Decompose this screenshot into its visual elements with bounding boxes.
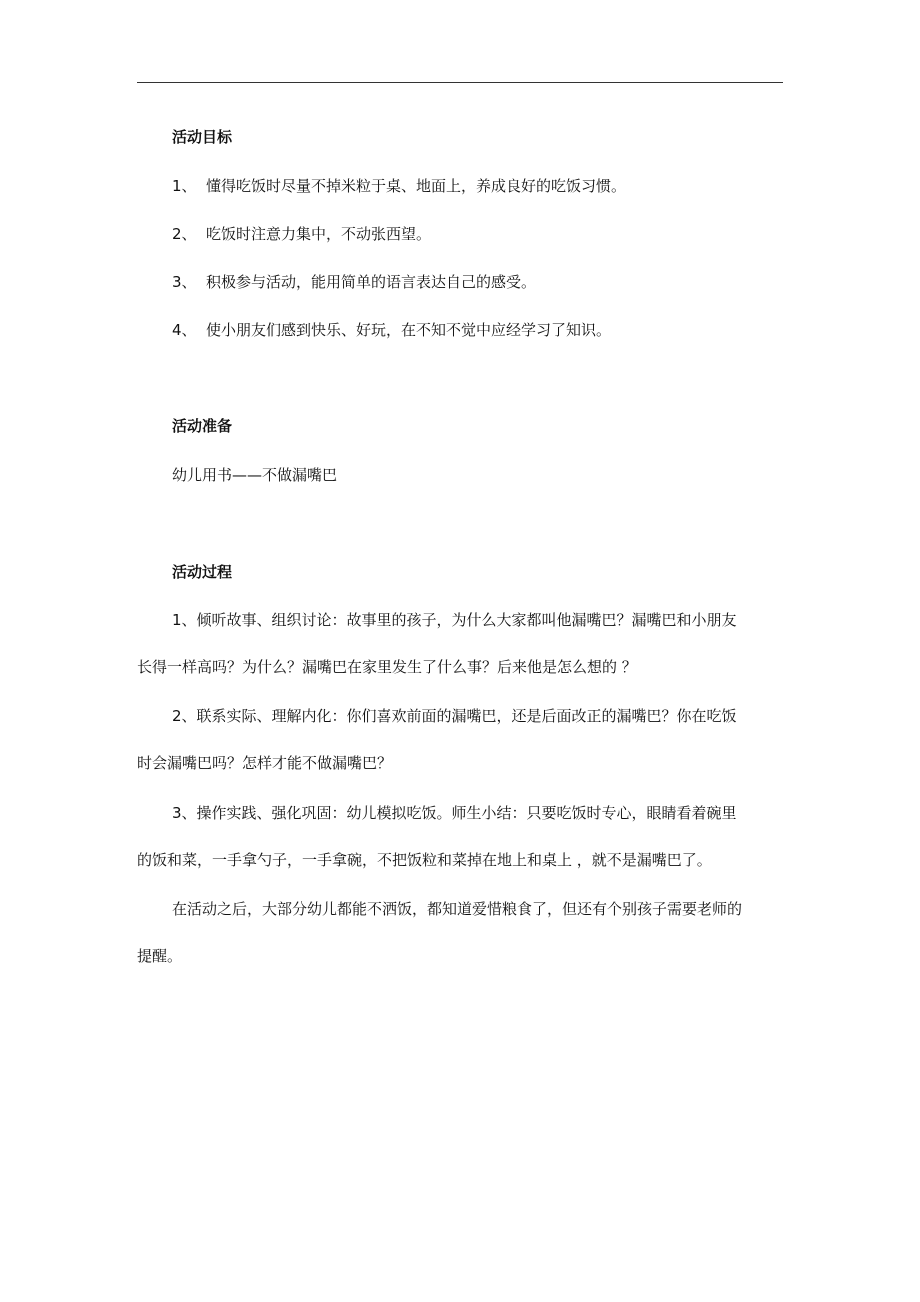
goal-item-4 — [172, 320, 611, 340]
section-heading-goals: 活动目标 — [172, 128, 233, 146]
header-rule — [137, 82, 783, 83]
section-heading-preparation: 活动准备 — [172, 417, 233, 435]
goal-item-2 — [172, 224, 431, 244]
process-paragraph-2-line-1: 2、联系实际、理解内化：你们喜欢前面的漏嘴巴，还是后面改正的漏嘴巴？你在吃饭 — [172, 707, 737, 725]
goal-item-text: 使小朋友们感到快乐、好玩，在不知不觉中应经学习了知识。 — [206, 321, 612, 339]
process-paragraph-4-line-1: 在活动之后，大部分幼儿都能不洒饭，都知道爱惜粮食了，但还有个别孩子需要老师的 — [172, 900, 743, 918]
process-paragraph-4-line-2: 提醒。 — [137, 947, 183, 965]
goal-item-text: 积极参与活动，能用简单的语言表达自己的感受。 — [206, 273, 537, 291]
section-heading-process: 活动过程 — [172, 563, 233, 581]
process-paragraph-3-line-2: 的饭和菜，一手拿勺子，一手拿碗，不把饭粒和菜掉在地上和桌上 ，就不是漏嘴巴了。 — [137, 851, 712, 869]
process-paragraph-2-line-2: 时会漏嘴巴吗？怎样才能不做漏嘴巴？ — [137, 754, 393, 772]
goal-item-3 — [172, 272, 536, 292]
goal-item-number: 1、 — [172, 177, 197, 195]
goal-item-text: 懂得吃饭时尽量不掉米粒于桌、地面上，养成良好的吃饭习惯。 — [206, 177, 627, 195]
process-paragraph-1-line-2: 长得一样高吗？为什么？漏嘴巴在家里发生了什么事？后来他是怎么想的 ？ — [137, 658, 637, 676]
goal-item-number: 3、 — [172, 273, 197, 291]
process-paragraph-3-line-1: 3、操作实践、强化巩固：幼儿模拟吃饭。师生小结：只要吃饭时专心，眼睛看着碗里 — [172, 804, 737, 822]
goal-item-number: 4、 — [172, 321, 197, 339]
preparation-text: 幼儿用书——不做漏嘴巴 — [172, 466, 338, 484]
goal-item-text: 吃饭时注意力集中，不动张西望。 — [206, 225, 432, 243]
goal-item-1 — [172, 176, 626, 196]
goal-item-number: 2、 — [172, 225, 197, 243]
process-paragraph-1-line-1: 1、倾听故事、组织讨论：故事里的孩子，为什么大家都叫他漏嘴巴？漏嘴巴和小朋友 — [172, 611, 737, 629]
